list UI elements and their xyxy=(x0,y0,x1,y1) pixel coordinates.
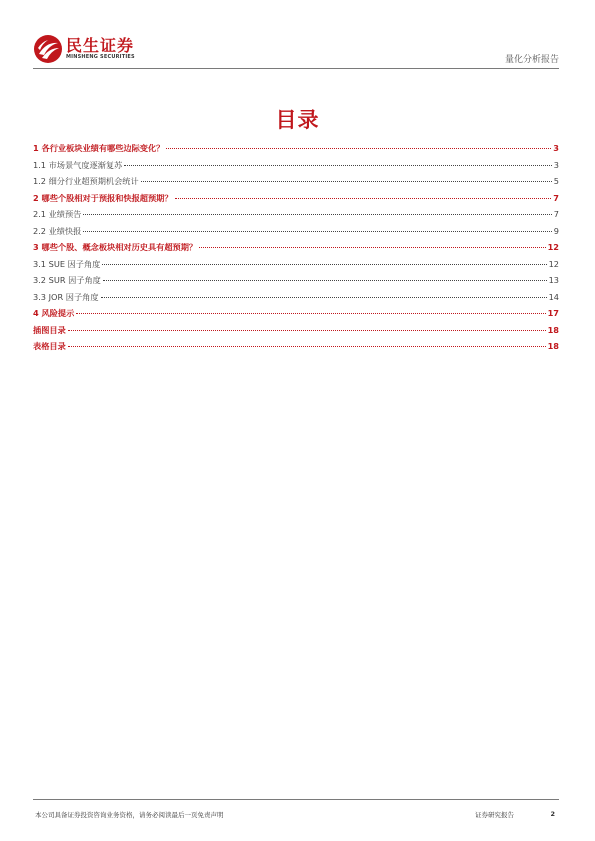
toc-entry-page: 14 xyxy=(548,291,559,302)
toc-dot-leader xyxy=(175,198,552,199)
minsheng-logo-icon xyxy=(33,34,63,64)
toc-entry-title: 2 哪些个股相对于预报和快报超预期？ xyxy=(33,192,173,203)
toc-entry-page: 17 xyxy=(547,308,559,318)
toc-entry-title: 2.2 业绩快报 xyxy=(33,225,82,236)
toc-entry[interactable] xyxy=(33,308,559,325)
toc-dot-leader xyxy=(166,148,551,149)
toc-entry[interactable] xyxy=(33,242,559,259)
toc-entry[interactable] xyxy=(33,226,559,243)
toc-entry-title: 3.1 SUE 因子角度 xyxy=(33,258,101,269)
toc-entry[interactable] xyxy=(33,292,559,309)
toc-entry-title: 1.2 细分行业超预期机会统计 xyxy=(33,176,139,186)
footer-document-type: 证券研究报告 xyxy=(475,811,514,819)
toc-entry-page: 7 xyxy=(553,209,559,219)
toc-entry-title: 2.1 业绩预告 xyxy=(33,209,82,219)
toc-entry-title: 1 各行业板块业绩有哪些边际变化？ xyxy=(33,143,165,153)
toc-dot-leader xyxy=(103,280,547,281)
report-type-label: 量化分析报告 xyxy=(504,55,559,65)
toc-entry-page: 3 xyxy=(553,159,559,170)
toc-entry-page: 3 xyxy=(553,143,559,153)
toc-dot-leader xyxy=(102,264,546,265)
toc-entry-title: 插图目录 xyxy=(33,324,66,335)
toc-dot-leader xyxy=(101,297,547,298)
toc-dot-leader xyxy=(199,247,545,248)
logo-chinese-name: 民生证券 xyxy=(66,36,135,55)
toc-entry-page: 5 xyxy=(553,176,559,186)
page-footer xyxy=(33,799,559,822)
page-header xyxy=(33,34,559,69)
footer-disclaimer: 本公司具备证券投资咨询业务资格，请务必阅读最后一页免责声明 xyxy=(35,811,224,819)
page-number: 2 xyxy=(550,810,555,818)
toc-entry-title: 4 风险提示 xyxy=(33,308,75,318)
toc-entry-page: 13 xyxy=(548,275,559,285)
toc-dot-leader xyxy=(83,231,551,232)
toc-entry[interactable] xyxy=(33,259,559,276)
toc-entry-page: 7 xyxy=(553,192,559,203)
logo-english-name: MINSHENG SECURITIES xyxy=(66,54,135,60)
toc-entry-page: 9 xyxy=(553,225,559,236)
toc-entry-title: 1.1 市场景气度逐渐复苏 xyxy=(33,159,123,170)
toc-dot-leader xyxy=(124,165,551,166)
toc-title: 目录 xyxy=(275,108,320,132)
toc-entry[interactable] xyxy=(33,341,559,358)
toc-entry[interactable] xyxy=(33,275,559,292)
toc-entry-title: 3 哪些个股、概念板块相对历史具有超预期？ xyxy=(33,242,198,252)
table-of-contents xyxy=(33,143,559,358)
toc-entry-page: 18 xyxy=(547,341,559,351)
toc-entry-page: 12 xyxy=(547,242,559,252)
toc-entry[interactable] xyxy=(33,209,559,226)
toc-entry-title: 3.3 JOR 因子角度 xyxy=(33,291,99,302)
toc-entry[interactable] xyxy=(33,325,559,342)
toc-entry[interactable] xyxy=(33,160,559,177)
toc-entry[interactable] xyxy=(33,193,559,210)
toc-dot-leader xyxy=(76,313,545,314)
toc-dot-leader xyxy=(141,181,552,182)
toc-dot-leader xyxy=(68,330,546,331)
brand-logo xyxy=(33,34,135,64)
toc-entry-page: 12 xyxy=(548,258,559,269)
toc-entry-title: 表格目录 xyxy=(33,341,66,351)
toc-entry-title: 3.2 SUR 因子角度 xyxy=(33,275,101,285)
toc-dot-leader xyxy=(83,214,551,215)
toc-entry[interactable] xyxy=(33,176,559,193)
toc-entry-page: 18 xyxy=(547,324,559,335)
toc-dot-leader xyxy=(68,346,546,347)
toc-entry[interactable] xyxy=(33,143,559,160)
